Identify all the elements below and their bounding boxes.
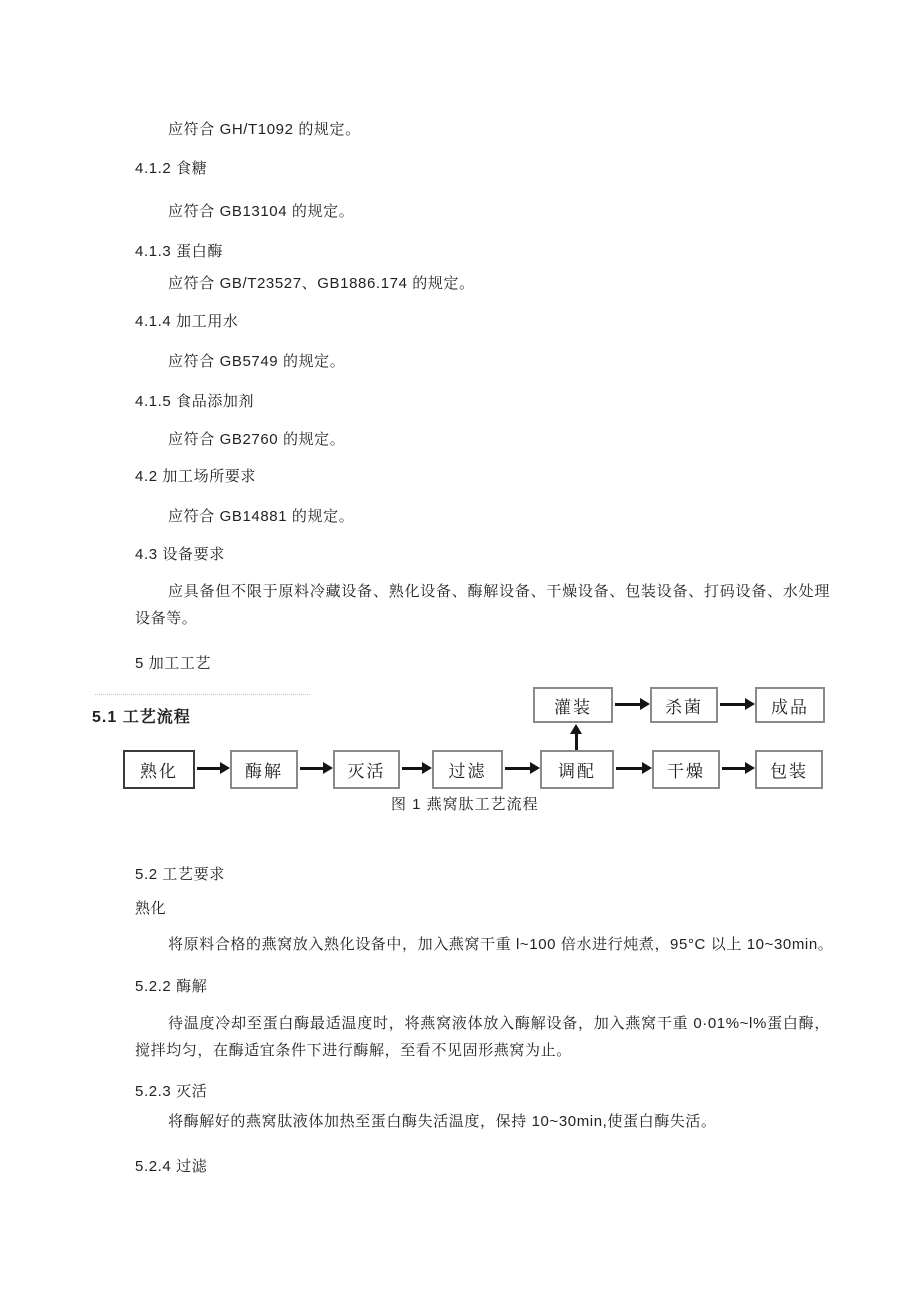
flow-step-box: 调配 — [540, 750, 614, 789]
flow-step-box: 灭活 — [333, 750, 400, 789]
section-heading: 4.1.2 食糖 — [135, 160, 208, 177]
section-heading: 5 加工工艺 — [135, 655, 212, 672]
paragraph: 将酶解好的燕窝肽液体加热至蛋白酶失活温度，保持 10~30min,使蛋白酶失活。 — [168, 1113, 717, 1130]
flow-arrow-icon — [300, 767, 324, 770]
section-heading: 4.1.5 食品添加剂 — [135, 393, 255, 410]
flow-arrow-icon — [402, 767, 423, 770]
flow-step-box: 酶解 — [230, 750, 298, 789]
paragraph: 应符合 GB5749 的规定。 — [168, 353, 346, 370]
flow-branch-arrow-icon — [575, 733, 578, 750]
section-heading: 5.2 工艺要求 — [135, 866, 225, 883]
flow-arrow-icon — [615, 703, 641, 706]
paragraph: 应符合 GH/T1092 的规定。 — [168, 121, 361, 138]
flow-step-box: 熟化 — [123, 750, 195, 789]
flow-step-box: 过滤 — [432, 750, 503, 789]
paragraph: 应符合 GB14881 的规定。 — [168, 508, 355, 525]
section-heading: 4.1.4 加工用水 — [135, 313, 239, 330]
paragraph: 将原料合格的燕窝放入熟化设备中，加入燕窝干重 l~100 倍水进行炖煮，95°C 以上 10~30min。 — [168, 936, 834, 953]
scan-artifact-line — [95, 694, 310, 695]
paragraph: 应符合 GB2760 的规定。 — [168, 431, 346, 448]
flow-step-box: 成品 — [755, 687, 825, 723]
paragraph: 应符合 GB/T23527、GB1886.174 的规定。 — [168, 275, 475, 292]
flow-arrow-icon — [616, 767, 643, 770]
section-heading: 5.2.2 酶解 — [135, 978, 208, 995]
paragraph: 应符合 GB13104 的规定。 — [168, 203, 355, 220]
flow-arrow-icon — [505, 767, 531, 770]
section-heading: 4.1.3 蛋白酶 — [135, 243, 223, 260]
section-heading: 5.2.4 过滤 — [135, 1158, 208, 1175]
figure-caption: 图 1 燕窝肽工艺流程 — [391, 796, 539, 813]
section-heading: 4.3 设备要求 — [135, 546, 225, 563]
flow-step-box: 包装 — [755, 750, 823, 789]
flow-step-box: 干燥 — [652, 750, 720, 789]
flow-step-box: 灌装 — [533, 687, 613, 723]
flowchart-section-label: 5.1 工艺流程 — [92, 709, 191, 726]
section-heading: 熟化 — [135, 900, 167, 917]
paragraph: 待温度冷却至蛋白酶最适温度时，将燕窝液体放入酶解设备，加入燕窝干重 0·01%~l%蛋白酶，搅拌均匀，在酶适宜条件下进行酶解，至看不见固形燕窝为止。 — [135, 1015, 830, 1059]
section-heading: 4.2 加工场所要求 — [135, 468, 257, 485]
paragraph: 应具备但不限于原料冷藏设备、熟化设备、酶解设备、干燥设备、包装设备、打码设备、水处理设备等。 — [135, 583, 830, 627]
section-heading: 5.2.3 灭活 — [135, 1083, 208, 1100]
flow-arrow-icon — [722, 767, 746, 770]
flow-arrow-icon — [720, 703, 746, 706]
flow-arrow-icon — [197, 767, 221, 770]
flow-step-box: 杀菌 — [650, 687, 718, 723]
